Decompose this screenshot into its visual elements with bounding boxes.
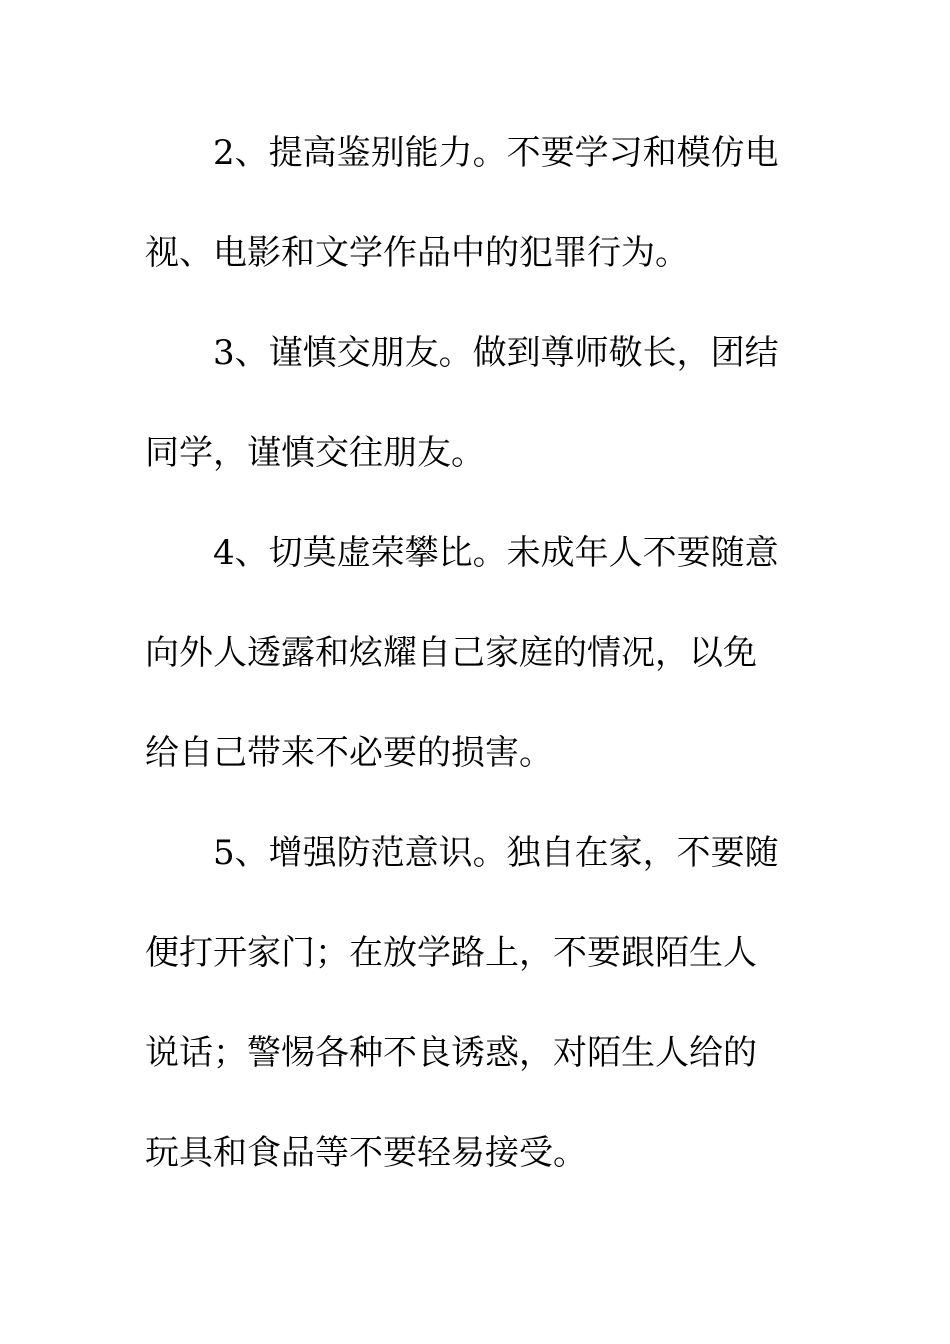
paragraph-2 [145,103,805,303]
paragraph-line: 5、增强防范意识。独自在家，不要随 [213,833,779,873]
paragraph-line: 2、提高鉴别能力。不要学习和模仿电 [213,133,779,173]
paragraph-line: 说话；警惕各种不良诱惑，对陌生人给的 [145,1033,757,1073]
paragraph-3 [145,303,805,503]
paragraph-line: 便打开家门；在放学路上，不要跟陌生人 [145,933,757,973]
document-body [145,103,805,1203]
paragraph-line: 玩具和食品等不要轻易接受。 [145,1133,587,1173]
paragraph-line: 给自己带来不必要的损害。 [145,733,553,773]
paragraph-line: 4、切莫虚荣攀比。未成年人不要随意 [213,533,779,573]
paragraph-5 [145,803,805,1203]
paragraph-line: 向外人透露和炫耀自己家庭的情况，以免 [145,633,757,673]
paragraph-line: 3、谨慎交朋友。做到尊师敬长，团结 [213,333,779,373]
paragraph-line: 同学，谨慎交往朋友。 [145,433,485,473]
paragraph-line: 视、电影和文学作品中的犯罪行为。 [145,233,689,273]
paragraph-4 [145,503,805,803]
